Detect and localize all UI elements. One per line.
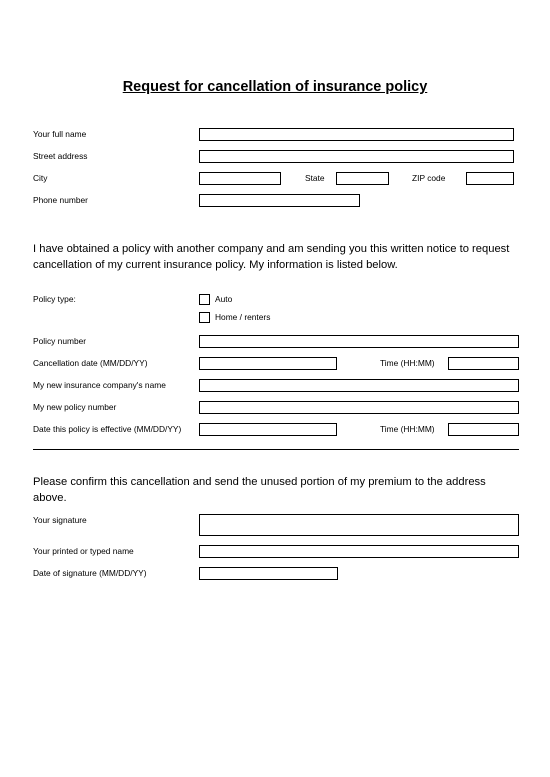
new-company-label: My new insurance company's name bbox=[33, 380, 166, 390]
signature-date-field[interactable] bbox=[199, 567, 338, 580]
effective-time-field[interactable] bbox=[448, 423, 519, 436]
full-name-label: Your full name bbox=[33, 129, 87, 139]
section-divider bbox=[33, 449, 519, 450]
state-field[interactable] bbox=[336, 172, 389, 185]
auto-checkbox[interactable] bbox=[199, 294, 210, 305]
new-company-field[interactable] bbox=[199, 379, 519, 392]
phone-number-label: Phone number bbox=[33, 195, 88, 205]
policy-number-field[interactable] bbox=[199, 335, 519, 348]
cancellation-date-field[interactable] bbox=[199, 357, 337, 370]
effective-date-label: Date this policy is effective (MM/DD/YY) bbox=[33, 424, 182, 434]
home-renters-option-label: Home / renters bbox=[215, 312, 271, 322]
signature-field[interactable] bbox=[199, 514, 519, 536]
notice-paragraph: I have obtained a policy with another company and am sending you this written notice to request cancellation of my current insurance policy. My information is listed below. bbox=[33, 243, 510, 271]
effective-time-label: Time (HH:MM) bbox=[380, 424, 435, 434]
printed-name-field[interactable] bbox=[199, 545, 519, 558]
auto-option-label: Auto bbox=[215, 294, 233, 304]
zip-code-field[interactable] bbox=[466, 172, 514, 185]
zip-code-label: ZIP code bbox=[412, 173, 446, 183]
confirm-paragraph: Please confirm this cancellation and send the unused portion of my premium to the address above. bbox=[33, 476, 486, 504]
home-renters-checkbox[interactable] bbox=[199, 312, 210, 323]
street-address-label: Street address bbox=[33, 151, 88, 161]
city-label: City bbox=[33, 173, 48, 183]
cancellation-time-field[interactable] bbox=[448, 357, 519, 370]
signature-label: Your signature bbox=[33, 515, 87, 525]
new-policy-number-field[interactable] bbox=[199, 401, 519, 414]
form-title: Request for cancellation of insurance policy bbox=[122, 79, 428, 95]
policy-number-label: Policy number bbox=[33, 336, 87, 346]
state-label: State bbox=[305, 173, 325, 183]
cancellation-time-label: Time (HH:MM) bbox=[380, 358, 435, 368]
signature-date-label: Date of signature (MM/DD/YY) bbox=[33, 568, 147, 578]
policy-type-label: Policy type: bbox=[33, 294, 76, 304]
new-policy-number-label: My new policy number bbox=[33, 402, 117, 412]
cancellation-date-label: Cancellation date (MM/DD/YY) bbox=[33, 358, 148, 368]
effective-date-field[interactable] bbox=[199, 423, 337, 436]
printed-name-label: Your printed or typed name bbox=[33, 546, 134, 556]
city-field[interactable] bbox=[199, 172, 281, 185]
full-name-field[interactable] bbox=[199, 128, 514, 141]
street-address-field[interactable] bbox=[199, 150, 514, 163]
phone-number-field[interactable] bbox=[199, 194, 360, 207]
